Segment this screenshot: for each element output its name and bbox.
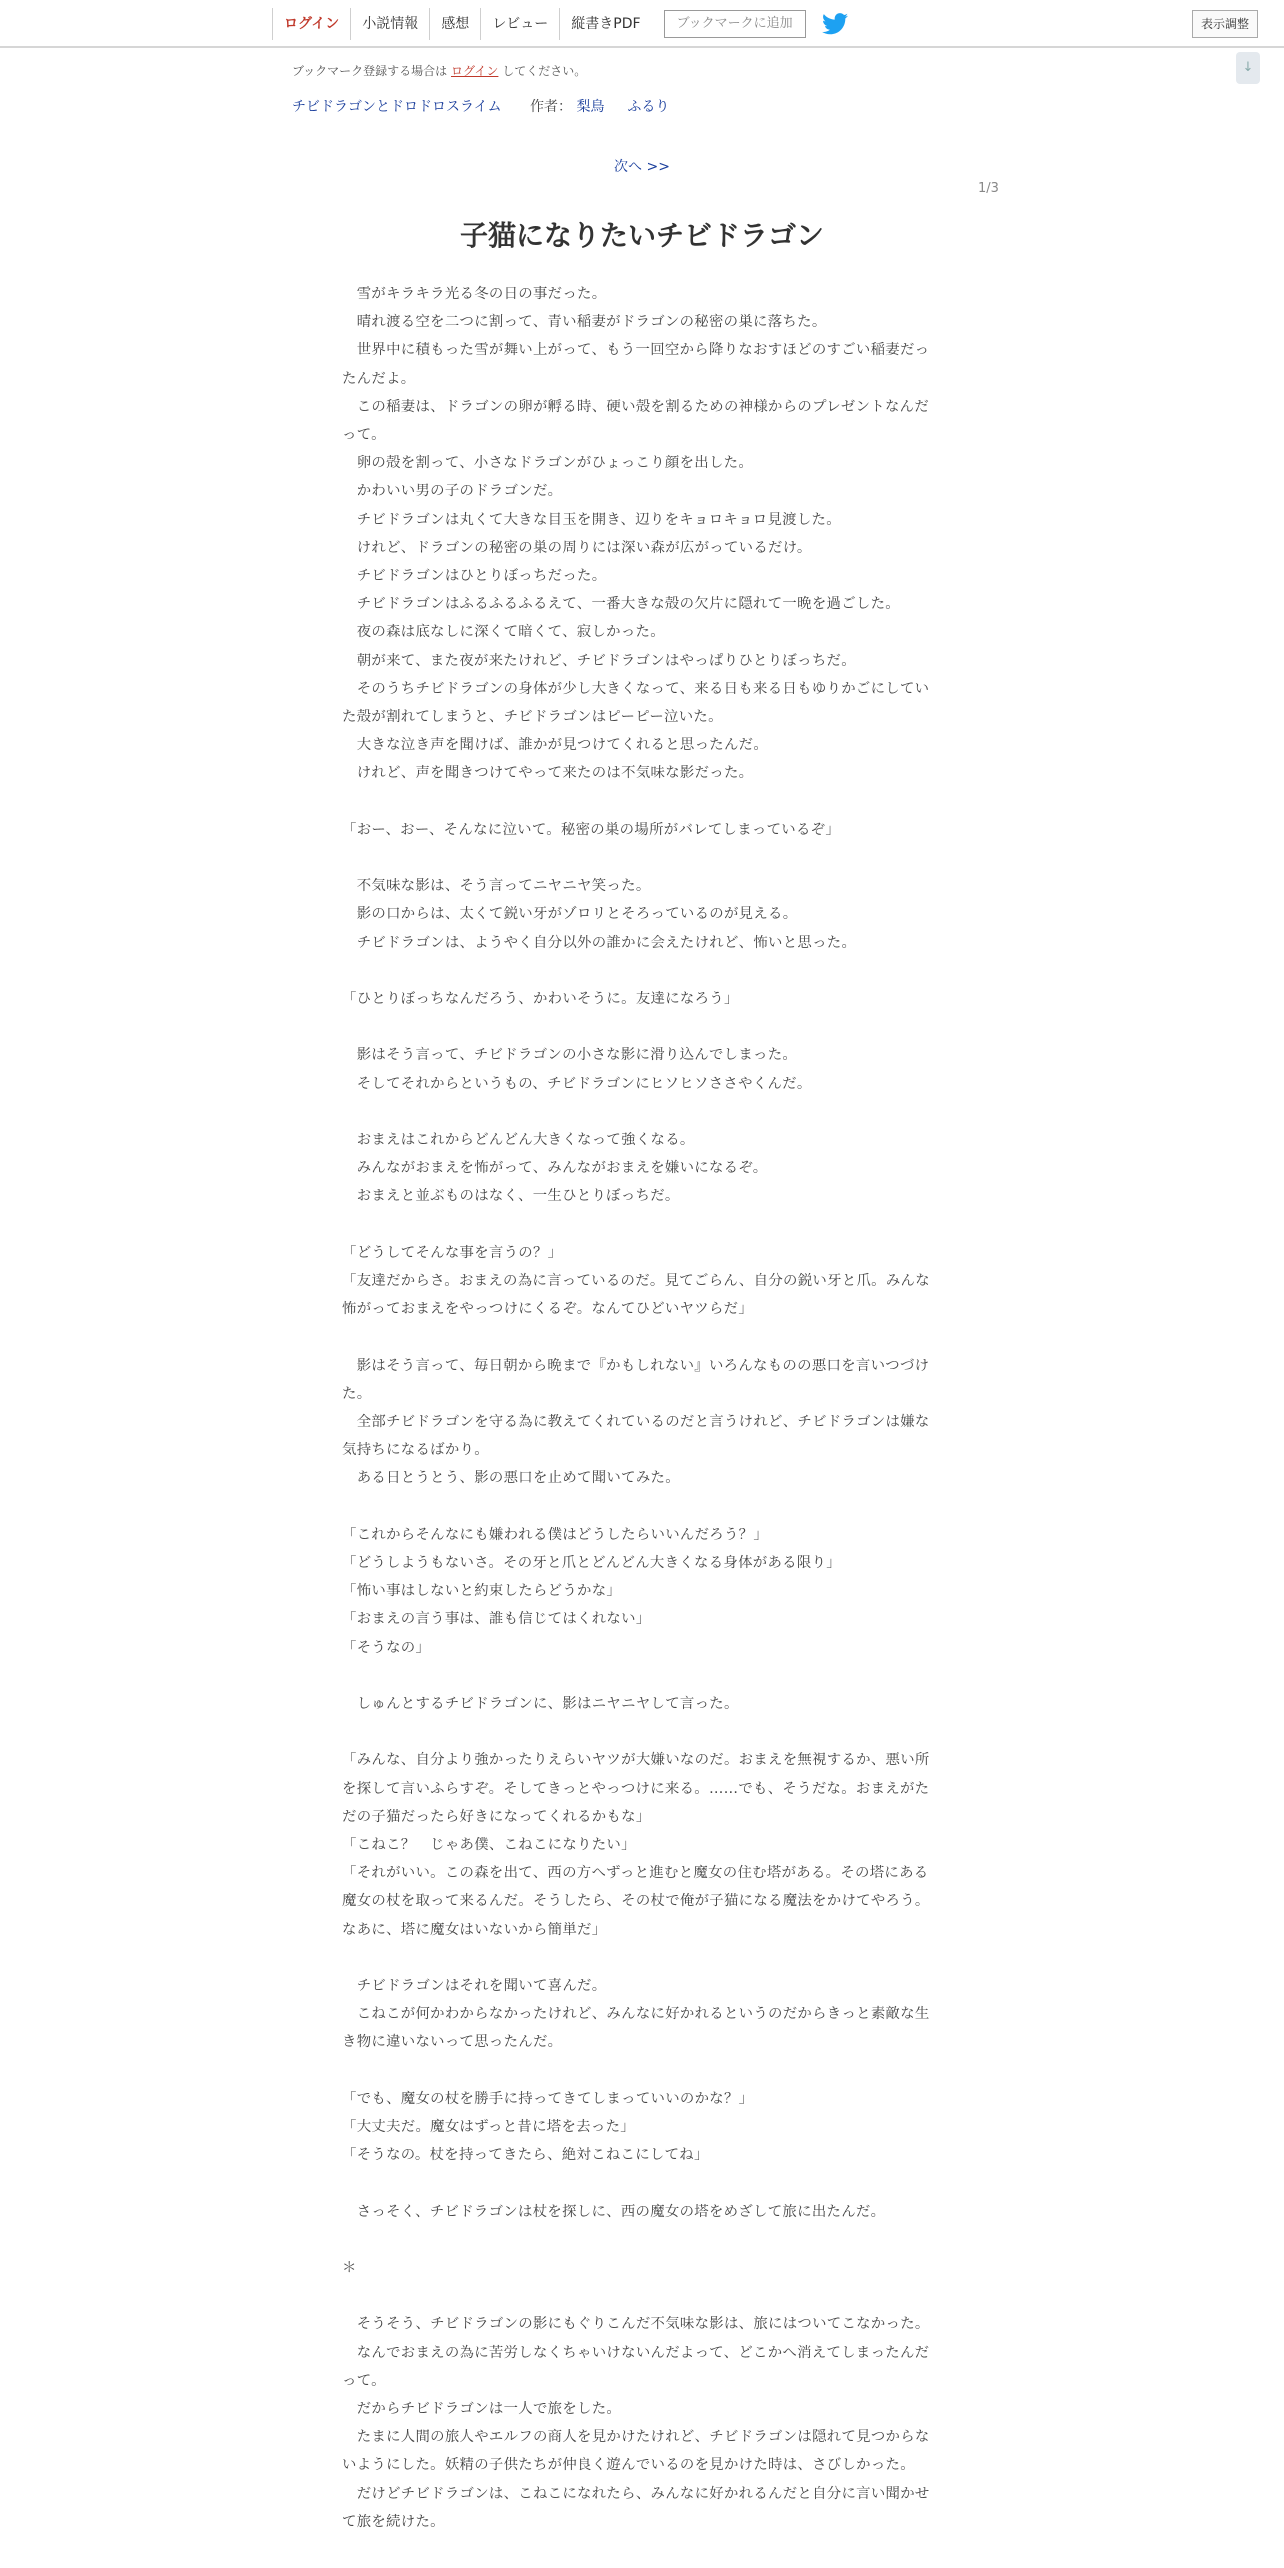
body-paragraph: みんながおまえを怖がって、みんながおまえを嫌いになるぞ。: [342, 1160, 768, 1177]
body-paragraph: さっそく、チビドラゴンは杖を探しに、西の魔女の塔をめざして旅に出たんだ。: [342, 2203, 886, 2220]
body-paragraph: 「そうなの。杖を持ってきたら、絶対こねこにしてね」: [342, 2147, 709, 2164]
blank-line: [342, 2057, 934, 2085]
blank-line: [342, 1323, 934, 1351]
blank-line: [342, 957, 934, 985]
blank-line: [342, 2226, 934, 2254]
novel-info-link[interactable]: 小説情報: [350, 8, 429, 40]
body-paragraph: 「こねこ？ じゃあ僕、こねこになりたい」: [342, 1837, 636, 1854]
body-paragraph: おまえと並ぶものはなく、一生ひとりぼっちだ。: [342, 1188, 680, 1205]
body-paragraph: 「これからそんなにも嫌われる僕はどうしたらいいんだろう？」: [342, 1526, 769, 1543]
add-bookmark-button[interactable]: ブックマークに追加: [664, 10, 806, 38]
body-paragraph: 影はそう言って、チビドラゴンの小さな影に滑り込んでしまった。: [342, 1047, 798, 1064]
body-paragraph: そしてそれからというもの、チビドラゴンにヒソヒソささやくんだ。: [342, 1075, 812, 1092]
top-navigation-bar: [0, 0, 1284, 48]
body-paragraph: 「怖い事はしないと約束したらどうかな」: [342, 1583, 622, 1600]
body-paragraph: 影の口からは、太くて鋭い牙がゾロリとそろっているのが見える。: [342, 906, 798, 923]
body-paragraph: 晴れ渡る空を二つに割って、青い稲妻がドラゴンの秘密の巣に落ちた。: [342, 314, 827, 331]
blank-line: [342, 844, 934, 872]
body-paragraph: だからチビドラゴンは一人で旅をした。: [342, 2401, 622, 2417]
novel-body: [342, 280, 934, 2536]
blank-line: [342, 1718, 934, 1746]
body-paragraph: こねこが何かわからなかったけれど、みんなに好かれるというのだからきっと素敵な生き物に違いないって思ったんだ。: [342, 2006, 930, 2051]
body-paragraph: 「どうしようもないさ。その牙と爪とどんどん大きくなる身体がある限り」: [342, 1555, 841, 1572]
author-link-2[interactable]: ふるり: [627, 99, 670, 115]
body-paragraph: 朝が来て、また夜が来たけれど、チビドラゴンはやっぱりひとりぼっちだ。: [342, 652, 856, 669]
body-paragraph: 雪がキラキラ光る冬の日の事だった。: [342, 286, 607, 302]
notice-login-link[interactable]: ログイン: [451, 64, 499, 78]
blank-line: [342, 1013, 934, 1041]
bookmark-login-notice: [292, 62, 586, 79]
blank-line: [342, 1098, 934, 1126]
body-paragraph: ＊: [342, 2260, 357, 2276]
impressions-link[interactable]: 感想: [429, 8, 480, 40]
body-paragraph: 夜の森は底なしに深くて暗くて、寂しかった。: [342, 624, 665, 641]
body-paragraph: 「どうしてそんな事を言うの？」: [342, 1244, 563, 1261]
body-paragraph: なんでおまえの為に苦労しなくちゃいけないんだよって、どこかへ消えてしまったんだって。: [342, 2344, 930, 2389]
body-paragraph: 「みんな、自分より強かったりえらいヤツが大嫌いなのだ。おまえを無視するか、悪い所を探して言いふらすぞ。そしてきっとやっつけに来る。……でも、そうだな。おまえがただの子猫だったら好きになってくれるかもな」: [342, 1752, 930, 1825]
vertical-pdf-link[interactable]: 縦書きPDF: [559, 8, 651, 40]
body-paragraph: チビドラゴンはひとりぼっちだった。: [342, 568, 607, 585]
body-paragraph: 大きな泣き声を聞けば、誰かが見つけてくれると思ったんだ。: [342, 737, 769, 754]
blank-line: [342, 1944, 934, 1972]
body-paragraph: チビドラゴンはそれを聞いて喜んだ。: [342, 1978, 607, 1995]
author-label: 作者：: [530, 99, 573, 115]
body-paragraph: チビドラゴンは丸くて大きな目玉を開き、辺りをキョロキョロ見渡した。: [342, 511, 841, 528]
display-settings-button[interactable]: 表示調整: [1192, 10, 1258, 38]
body-paragraph: 「おー、おー、そんなに泣いて。秘密の巣の場所がバレてしまっているぞ」: [342, 821, 841, 838]
blank-line: [342, 1662, 934, 1690]
body-paragraph: 不気味な影は、そう言ってニヤニヤ笑った。: [342, 878, 651, 895]
body-paragraph: だけどチビドラゴンは、こねこになれたら、みんなに好かれるんだと自分に言い聞かせて旅を続けた。: [342, 2485, 930, 2530]
body-paragraph: たまに人間の旅人やエルフの商人を見かけたけれど、チビドラゴンは隠れて見つからないようにした。妖精の子供たちが仲良く遊んでいるのを見かけた時は、さびしかった。: [342, 2429, 930, 2474]
blank-line: [342, 1493, 934, 1521]
body-paragraph: 「それがいい。この森を出て、西の方へずっと進むと魔女の住む塔がある。その塔にある魔女の杖を取って来るんだ。そうしたら、その杖で俺が子猫になる魔法をかけてやろう。なあに、塔に魔女はいないから簡単だ」: [342, 1865, 930, 1938]
body-paragraph: けれど、ドラゴンの秘密の巣の周りには深い森が広がっているだけ。: [342, 539, 812, 556]
body-paragraph: そうそう、チビドラゴンの影にもぐりこんだ不気味な影は、旅にはついてこなかった。: [342, 2316, 930, 2333]
body-paragraph: しゅんとするチビドラゴンに、影はニヤニヤして言った。: [342, 1696, 739, 1713]
review-link[interactable]: レビュー: [480, 8, 559, 40]
body-paragraph: チビドラゴンは、ようやく自分以外の誰かに会えたけれど、怖いと思った。: [342, 934, 857, 951]
body-paragraph: 「ひとりぼっちなんだろう、かわいそうに。友達になろう」: [342, 991, 739, 1008]
body-paragraph: 「おまえの言う事は、誰も信じてはくれない」: [342, 1611, 651, 1628]
body-paragraph: 影はそう言って、毎日朝から晩まで『かもしれない』いろんなものの悪口を言いつづけた。: [342, 1357, 930, 1402]
body-paragraph: 全部チビドラゴンを守る為に教えてくれているのだと言うけれど、チビドラゴンは嫌な気持ちになるばかり。: [342, 1414, 930, 1459]
series-title-link[interactable]: チビドラゴンとドロドロスライム: [292, 99, 502, 115]
body-paragraph: 「友達だからさ。おまえの為に言っているのだ。見てごらん、自分の鋭い牙と爪。みんな怖がっておまえをやっつけにくるぞ。なんてひどいヤツらだ」: [342, 1273, 930, 1318]
blank-line: [342, 1211, 934, 1239]
blank-line: [342, 2282, 934, 2310]
body-paragraph: 世界中に積もった雪が舞い上がって、もう一回空から降りなおすほどのすごい稲妻だったんだよ。: [342, 342, 930, 387]
next-page-link[interactable]: 次へ >>: [614, 159, 670, 175]
body-paragraph: かわいい男の子のドラゴンだ。: [342, 483, 563, 500]
nav-menu: [272, 8, 848, 40]
series-info: [292, 96, 669, 116]
body-paragraph: 「でも、魔女の杖を勝手に持ってきてしまっていいのかな？」: [342, 2090, 754, 2107]
body-paragraph: この稲妻は、ドラゴンの卵が孵る時、硬い殻を割るための神様からのプレゼントなんだって。: [342, 398, 930, 444]
body-paragraph: 卵の殻を割って、小さなドラゴンがひょっこり顔を出した。: [342, 455, 754, 472]
body-paragraph: チビドラゴンはふるふるふるえて、一番大きな殻の欠片に隠れて一晩を過ごした。: [342, 596, 900, 613]
body-paragraph: 「そうなの」: [342, 1639, 431, 1656]
notice-text-before: ブックマーク登録する場合は: [292, 64, 448, 78]
body-paragraph: おまえはこれからどんどん大きくなって強くなる。: [342, 1132, 695, 1149]
blank-line: [342, 788, 934, 816]
notice-text-after: してください。: [502, 64, 587, 78]
body-paragraph: ある日とうとう、影の悪口を止めて聞いてみた。: [342, 1470, 680, 1487]
chapter-title: 子猫になりたいチビドラゴン: [459, 219, 824, 252]
scroll-down-tab[interactable]: ↓: [1236, 52, 1260, 84]
body-paragraph: けれど、声を聞きつけてやって来たのは不気味な影だった。: [342, 765, 754, 782]
body-paragraph: 「大丈夫だ。魔女はずっと昔に塔を去った」: [342, 2119, 635, 2136]
body-paragraph: そのうちチビドラゴンの身体が少し大きくなって、来る日も来る日もゆりかごにしていた殻が割れてしまうと、チビドラゴンはピーピー泣いた。: [342, 680, 930, 726]
twitter-bird-icon[interactable]: [822, 13, 848, 35]
blank-line: [342, 2169, 934, 2197]
page-number: 1/3: [978, 181, 999, 196]
login-link[interactable]: ログイン: [272, 8, 350, 40]
author-link-1[interactable]: 梨鳥: [576, 99, 605, 115]
